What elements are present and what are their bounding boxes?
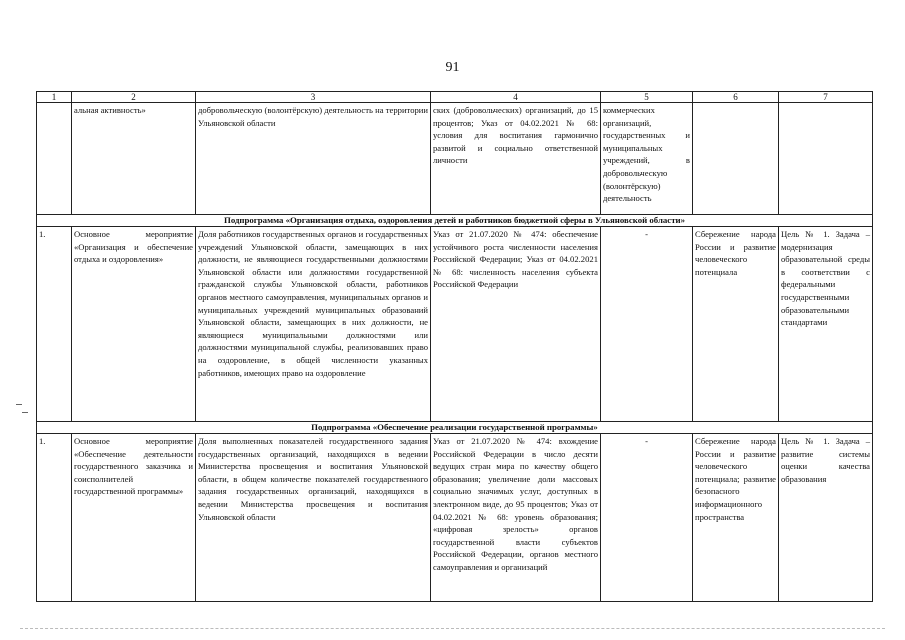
scan-artifact-line: [20, 628, 885, 629]
column-header-row: [37, 92, 873, 103]
column5-cell: -: [601, 227, 693, 422]
table-row: [37, 434, 873, 602]
subprogram-title: Подпрограмма «Обеспечение реализации государственной программы»: [37, 422, 873, 434]
measure-name-cell: альная активность»: [72, 103, 196, 215]
indicator-cell: Доля работников государственных органов и государственных учреждений Ульяновской области, замещающих в них должности, не являющиеся государственными должностями Ульяновской области или должностями государственной гражданской службы Ульяновской области, работников органов местного самоуправления, муниципальных органов и муниципальных учреждений муниципальных образований Ульяновской области, замещающих в них должности, не являющиеся муниципальными должностями или должностями муниципальной службы, реализовавших право на оздоровление, в общей численности указанных работников, имеющих право на оздоровление: [196, 227, 431, 422]
goal-cell: Сбережение народа России и развитие человеческого потенциала: [693, 227, 779, 422]
scan-mark: [22, 412, 28, 413]
row-number: 1.: [37, 227, 72, 422]
indicator-cell: добровольческую (волонтёрскую) деятельность на территории Ульяновской области: [196, 103, 431, 215]
column-header: 3: [196, 92, 431, 103]
subprogram-title: Подпрограмма «Организация отдыха, оздоровления детей и работников бюджетной сферы в Ульяновской области»: [37, 215, 873, 227]
decree-cell: Указ от 21.07.2020 № 474: вхождение Российской Федерации в число десяти ведущих стран мира по качеству общего образования; увеличение доли массовых социально значимых услуг, доступных в электронном виде, до 95 процентов; Указ от 04.02.2021 № 68: уровень образования; «цифровая зрелость» органов государственной власти субъектов Российской Федерации, органов местного самоуправления и организаций: [431, 434, 601, 602]
program-table: [36, 91, 873, 602]
row-number: 1.: [37, 434, 72, 602]
scan-mark: [16, 404, 22, 405]
task-cell: Цель № 1. Задача – модернизация образовательной среды в соответствии с федеральными государственными образовательными стандартами: [779, 227, 873, 422]
goal-cell: [693, 103, 779, 215]
indicator-cell: Доля выполненных показателей государственного задания государственных организаций, находящихся в ведении Министерства просвещения и воспитания Ульяновской области, в общем количестве показателей государственного задания государственных организаций, находящихся в ведении Министерства просвещения и воспитания Ульяновской области: [196, 434, 431, 602]
table-row: [37, 227, 873, 422]
column-header: 7: [779, 92, 873, 103]
measure-name-cell: Основное мероприятие «Организация и обеспечение отдыха и оздоровления»: [72, 227, 196, 422]
decree-cell: Указ от 21.07.2020 № 474: обеспечение устойчивого роста численности населения Российской Федерации; Указ от 04.02.2021 № 68: численность населения субъекта Российской Федерации: [431, 227, 601, 422]
column-header: 4: [431, 92, 601, 103]
task-cell: Цель № 1. Задача – развитие системы оценки качества образования: [779, 434, 873, 602]
column-header: 1: [37, 92, 72, 103]
task-cell: [779, 103, 873, 215]
goal-cell: Сбережение народа России и развитие человеческого потенциала; развитие безопасного информационного пространства: [693, 434, 779, 602]
table-row: [37, 103, 873, 215]
column-header: 2: [72, 92, 196, 103]
measure-name-cell: Основное мероприятие «Обеспечение деятельности государственного заказчика и соисполнителей государственной программы»: [72, 434, 196, 602]
subprogram-row: [37, 215, 873, 227]
column-header: 5: [601, 92, 693, 103]
decree-cell: ских (добровольческих) организаций, до 15 процентов; Указ от 04.02.2021 № 68: условия для воспитания гармонично развитой и социально ответственной личности: [431, 103, 601, 215]
column5-cell: коммерческих организаций, государственных и муниципальных учреждений, в добровольческую (волонтёрскую) деятельность: [601, 103, 693, 215]
table-cell: [37, 103, 72, 215]
column-header: 6: [693, 92, 779, 103]
page-number: 91: [445, 60, 460, 75]
column5-cell: -: [601, 434, 693, 602]
subprogram-row: [37, 422, 873, 434]
